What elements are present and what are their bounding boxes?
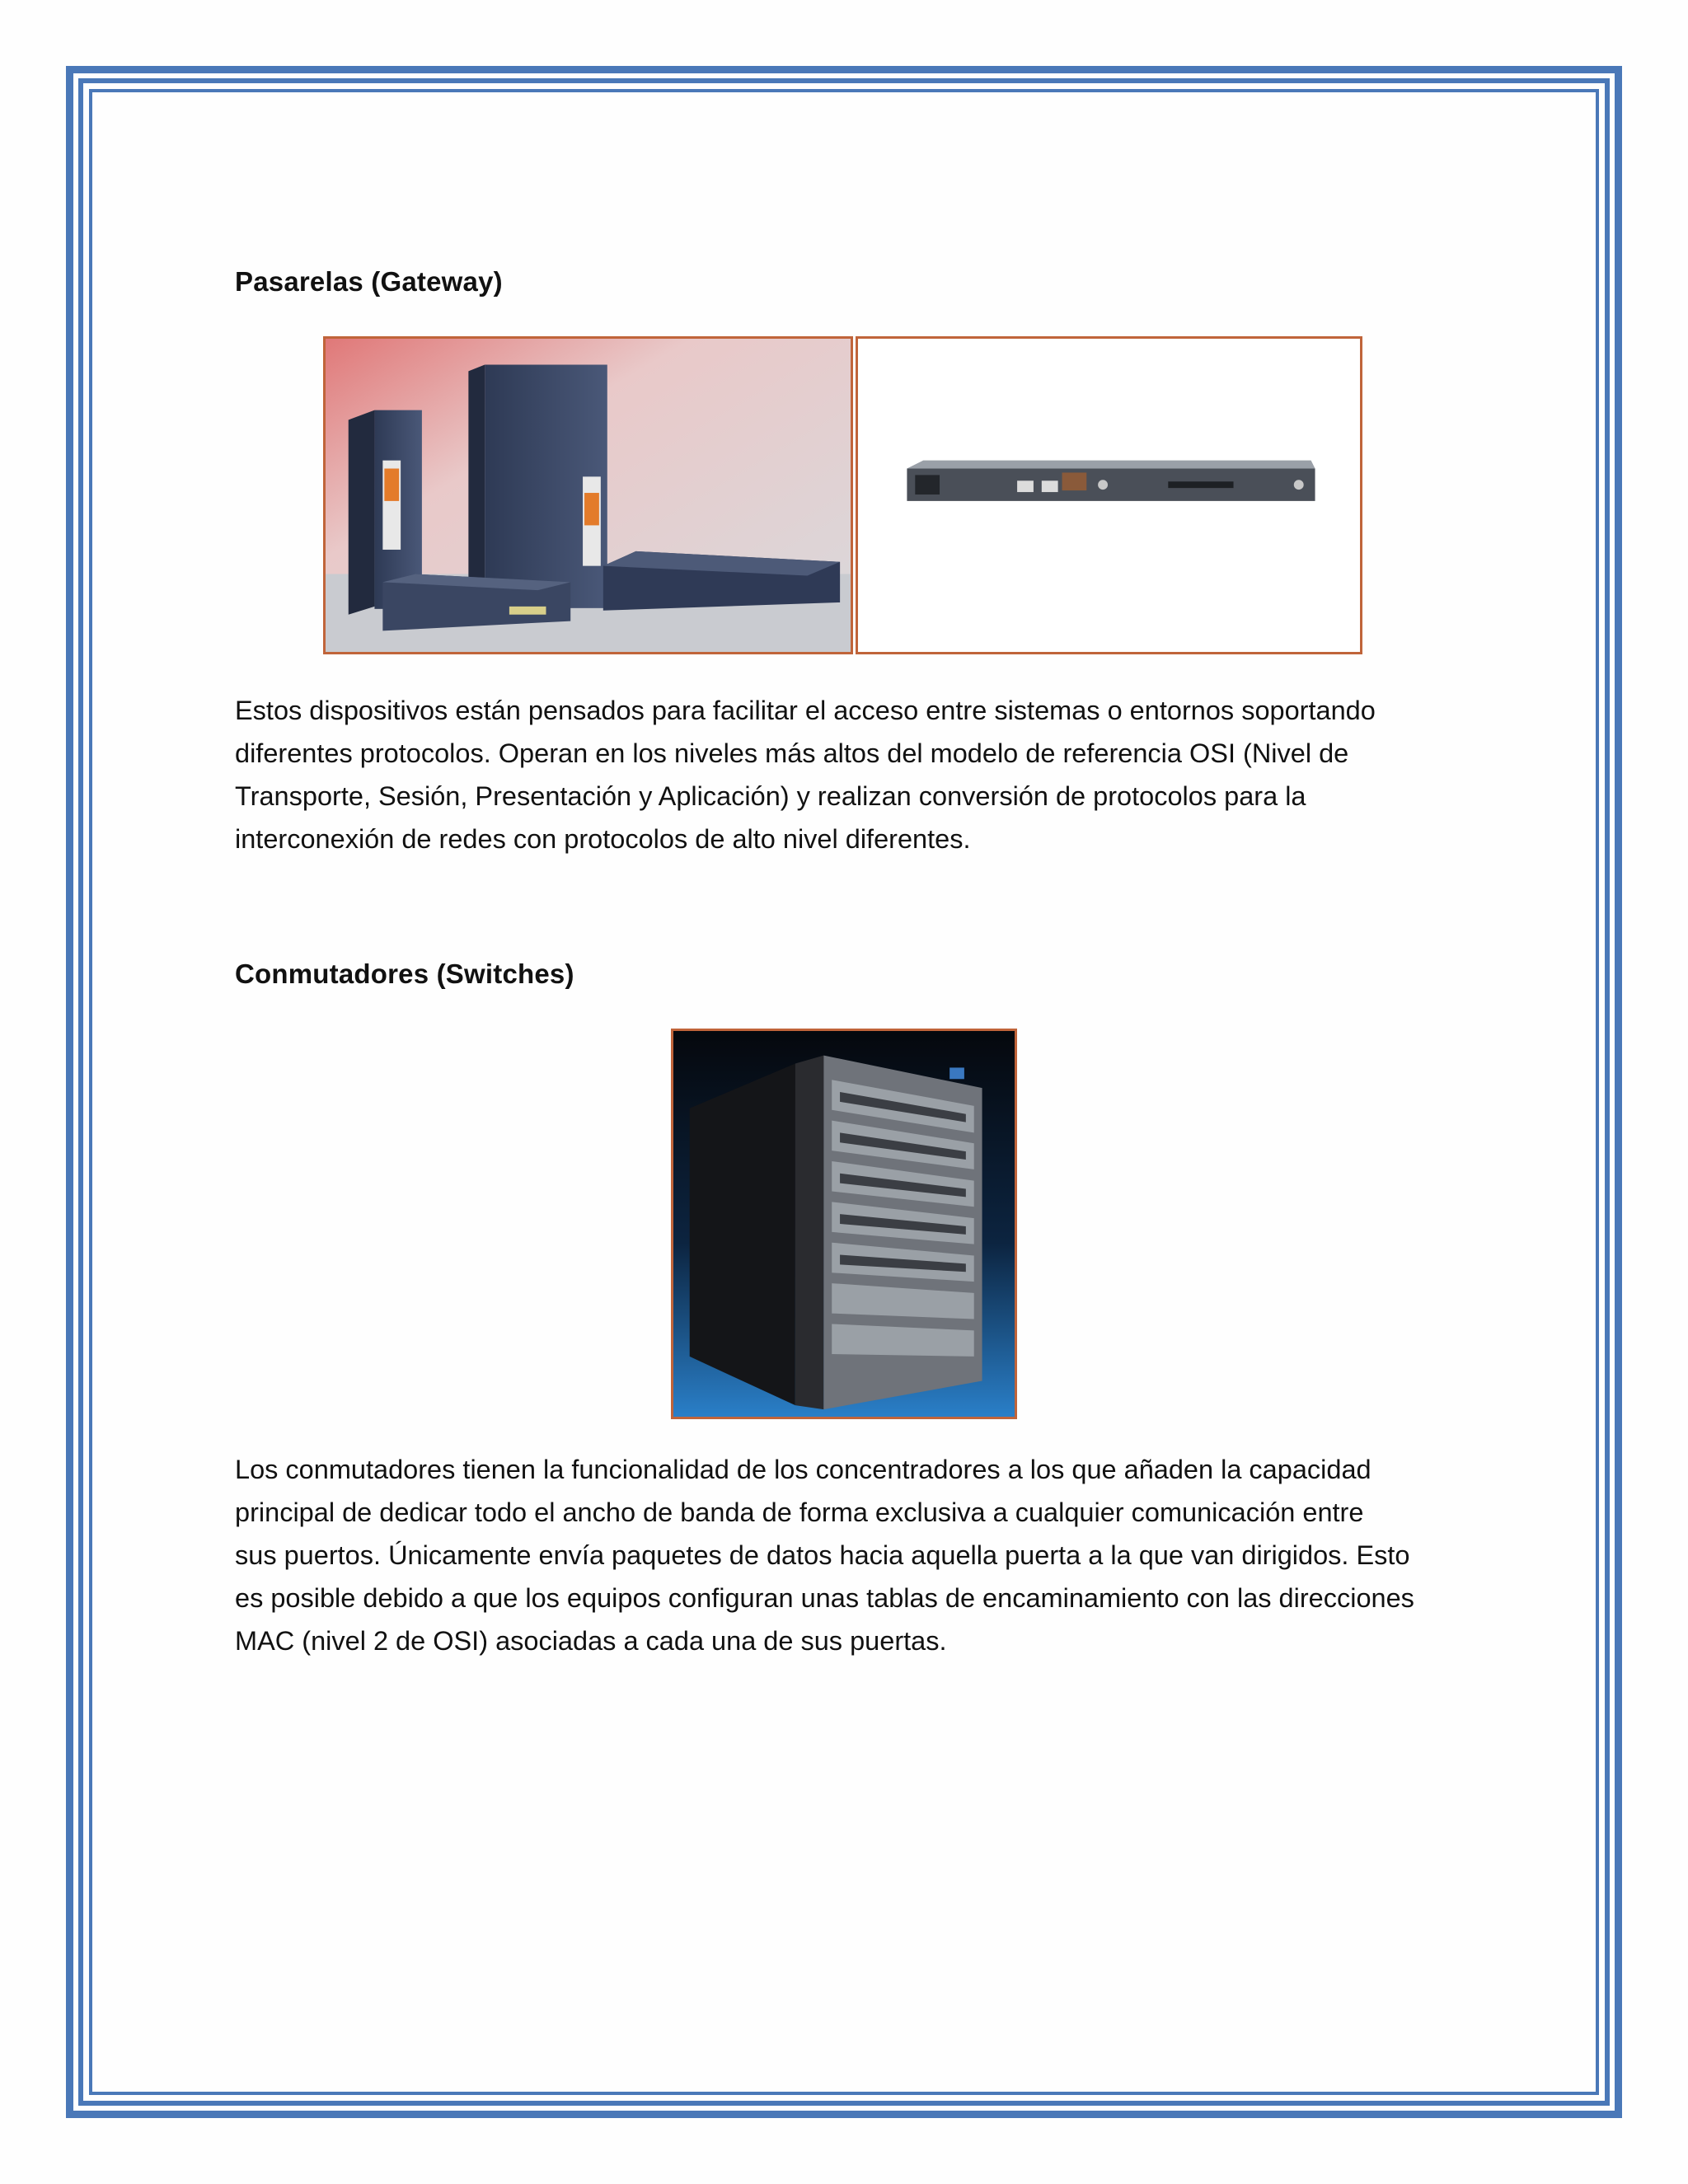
paragraph-line: Estos dispositivos están pensados para facilitar el acceso entre sistemas o entornos soportando <box>235 696 1376 725</box>
gateway-rack-unit-photo <box>856 336 1362 654</box>
section-heading-switches: Conmutadores (Switches) <box>235 958 574 989</box>
switches-description <box>235 1448 1471 1662</box>
gateway-devices-photo <box>323 336 853 654</box>
paragraph-line: MAC (nivel 2 de OSI) asociadas a cada una de sus puertas. <box>235 1626 947 1656</box>
paragraph-line: sus puertos. Únicamente envía paquetes de datos hacia aquella puerta a la que van dirigidos. Esto <box>235 1540 1410 1570</box>
paragraph-line: diferentes protocolos. Operan en los niveles más altos del modelo de referencia OSI (Nivel de <box>235 738 1349 768</box>
paragraph-line: principal de dedicar todo el ancho de banda de forma exclusiva a cualquier comunicación entre <box>235 1497 1364 1527</box>
paragraph-line: Los conmutadores tienen la funcionalidad de los concentradores a los que añaden la capacidad <box>235 1455 1372 1484</box>
gateway-description <box>235 689 1471 860</box>
paragraph-line: es posible debido a que los equipos configuran unas tablas de encaminamiento con las direcciones <box>235 1583 1414 1613</box>
paragraph-line: interconexión de redes con protocolos de alto nivel diferentes. <box>235 824 971 854</box>
switch-chassis-photo <box>671 1029 1017 1419</box>
paragraph-line: Transporte, Sesión, Presentación y Aplicación) y realizan conversión de protocolos para la <box>235 781 1306 811</box>
section-heading-gateway: Pasarelas (Gateway) <box>235 266 503 297</box>
